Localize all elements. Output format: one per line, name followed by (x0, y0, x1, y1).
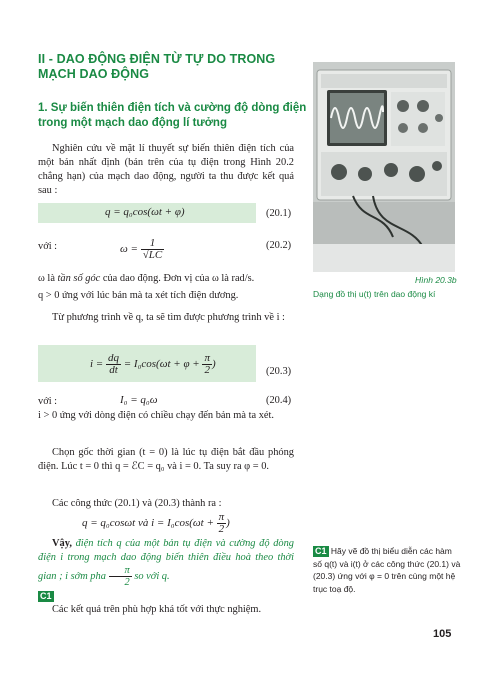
conclusion-end: so với q. (134, 570, 170, 582)
figure-number: Hình 20.3b (415, 275, 457, 285)
subsection-title: 1. Sự biến thiên điện tích và cường độ dòng điện trong một mạch dao động lí tưởng (38, 102, 307, 129)
equation-20-3 (90, 353, 216, 376)
equation-20-3-number: (20.3) (266, 366, 292, 377)
eq2-prefix: với : (38, 241, 58, 252)
q-positive-note: q > 0 ứng với lúc bản mà ta xét tích điện dương. (38, 290, 239, 301)
side-note-text: Hãy vẽ đồ thị biểu diễn các hàm số q(t) và i(t) ở các công thức (20.1) và (20.3) ứng với φ = 0 trên cùng một hệ trục toạ độ. (313, 546, 461, 594)
equation-20-2 (120, 238, 164, 261)
eq3-close: ) (212, 358, 216, 371)
eq3-lhs: i = (90, 358, 104, 371)
c1-badge: C1 (40, 591, 52, 601)
conclusion-lead: Vậy, (52, 538, 72, 549)
eq3-dden: dt (109, 364, 118, 376)
eq3-dnum: dq (107, 352, 119, 364)
equation-20-4: I₀ = q₀ω (120, 394, 158, 406)
eq3-pnum: π (204, 352, 210, 364)
conclusion-fraction (109, 565, 132, 588)
eq2-denominator: √LC (142, 249, 163, 261)
c1-marker (38, 586, 54, 604)
omega-note-term: tần số góc (57, 273, 101, 284)
formulas-line (82, 512, 230, 535)
figure-caption: Dạng đồ thị u(t) trên dao động kí (313, 289, 436, 299)
oscilloscope-photo (313, 62, 455, 272)
equation-20-1-number: (20.1) (266, 208, 292, 219)
eq3-derivative (106, 353, 121, 376)
final-paragraph: Các kết quả trên phù hợp khá tốt với thực nghiệm. (52, 604, 262, 615)
formulas-line-a: q = q₀cosωt và i = I₀cos(ωt + (82, 517, 214, 530)
derive-paragraph: Từ phương trình về q, ta sẽ tìm được phương trình về i : (52, 312, 285, 323)
section-title-text: DAO ĐỘNG ĐIỆN TỪ TỰ DO TRONG MẠCH DAO ĐỘNG (38, 52, 276, 81)
side-note (313, 545, 463, 595)
eq3-pden: 2 (204, 364, 210, 376)
eq3-phase-fraction (202, 353, 212, 376)
formulas-become: Các công thức (20.1) và (20.3) thành ra : (52, 498, 222, 509)
eq3-mid: = I₀cos(ωt + φ + (123, 358, 200, 371)
conclusion-italic: điện tích q của một bản tụ điện và cường độ dòng điện i trong mạch dao động biến thiên điều hoà theo thời gian ; i sớm pha (38, 538, 294, 582)
section-title-prefix: II - (38, 52, 53, 66)
intro-paragraph: Nghiên cứu về mặt lí thuyết sự biến thiên điện tích của một bản nhất định (bản trên của tụ điện trong Hình 20.2 chẳng hạn) của mạch dao động, người ta thu được kết quả sau : (38, 143, 294, 196)
origin-paragraph: Chọn gốc thời gian (t = 0) là lúc tụ điện bắt đầu phóng điện. Lúc t = 0 thì q = ℰC = q₀ và i = 0. Ta suy ra φ = 0. (38, 447, 294, 472)
equation-20-4-number: (20.4) (266, 395, 292, 406)
formulas-line-close: ) (226, 517, 230, 530)
omega-note-b: của dao động. Đơn vị của ω là rad/s. (102, 273, 255, 284)
formulas-pnum: π (218, 511, 225, 523)
formulas-pden: 2 (218, 523, 225, 535)
oscilloscope-illustration (313, 62, 455, 272)
i-positive-note: i > 0 ứng với dòng điện có chiều chạy đến bản mà ta xét. (38, 410, 274, 421)
formulas-line-fraction (217, 512, 227, 535)
section-title (38, 52, 308, 82)
eq2-numerator: 1 (141, 238, 165, 250)
page-number: 105 (433, 628, 452, 640)
conclusion-pnum: π (109, 565, 132, 577)
omega-note-a: ω là (38, 273, 55, 284)
omega-note (38, 272, 298, 286)
equation-20-1: q = q₀cos(ωt + φ) (105, 206, 185, 218)
eq2-lhs: ω = (120, 243, 138, 256)
conclusion-paragraph (38, 537, 294, 588)
side-c1-badge: C1 (315, 546, 327, 556)
conclusion-pden: 2 (124, 577, 130, 588)
eq2-fraction (141, 238, 165, 261)
equation-20-2-number: (20.2) (266, 240, 292, 251)
eq4-prefix: với : (38, 396, 58, 407)
